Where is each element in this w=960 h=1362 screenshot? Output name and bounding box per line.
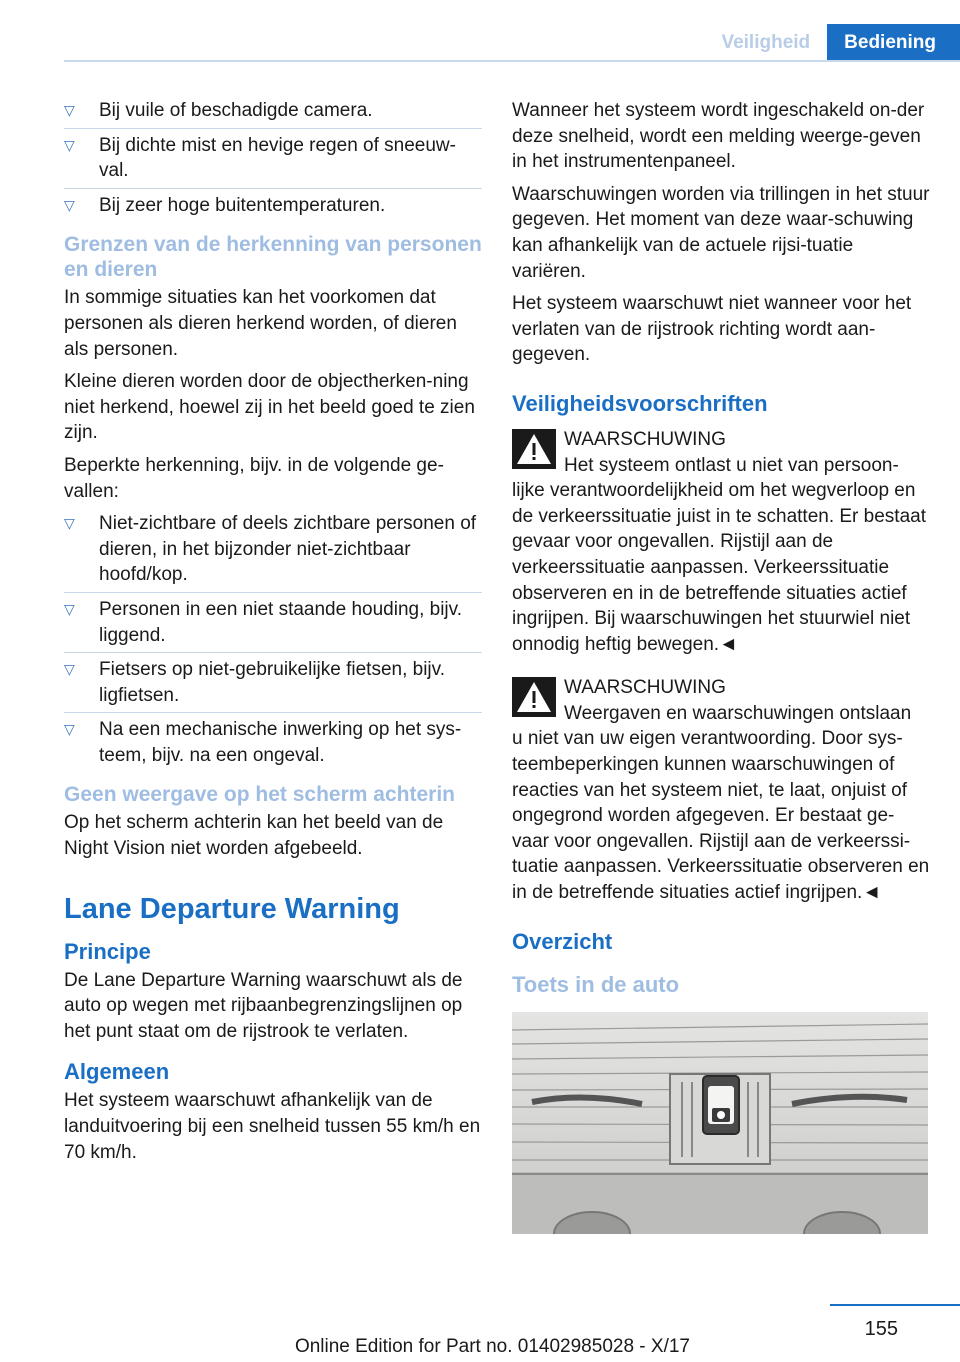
dashboard-illustration bbox=[512, 1012, 928, 1234]
warning-block-2 bbox=[512, 675, 930, 905]
warning-body: u niet van uw eigen verantwoording. Door sys‐teembeperkingen kunnen waarschuwingen of reacties van het systeem niet, te laat, onjuist of ongegrond worden afgegeven. Er bestaat ge‐vaar voor ongevallen. Rijstijl aan de verkeerssi‐tuatie aanpassen. Verkeerssituatie observeren en in de betreffende situaties actief ingrijpen.◄ bbox=[512, 728, 930, 904]
right-column bbox=[512, 98, 930, 1234]
list-item: ▽ Bij zeer hoge buitentemperaturen. bbox=[64, 193, 482, 219]
list-item: ▽ Bij vuile of beschadigde camera. bbox=[64, 98, 482, 124]
warning-title: WAARSCHUWING bbox=[564, 677, 726, 699]
warning-body: lijke verantwoordelijkheid om het wegverloop en de verkeerssituatie juist in te schatten. Er bestaat gevaar voor ongevallen. Rijstijl aan de verkeerssituatie aanpassen. Verkeerssituatie observeren en in de betreffende situaties actief ingrijpen. Bij waarschuwingen het stuurwiel niet onnodig heftig bewegen.◄ bbox=[512, 480, 926, 655]
general-text: Het systeem waarschuwt afhankelijk van de landuitvoering bij een snelheid tussen 55 km/h en 70 km/h. bbox=[64, 1090, 481, 1163]
warning-first-line: Het systeem ontlast u niet van persoon‐ bbox=[564, 454, 899, 476]
recognition-limits-heading: Grenzen van de herkenning van personen en dieren bbox=[64, 233, 482, 282]
rear-screen-para: Op het scherm achterin kan het beeld van de Night Vision niet worden afgebeeld. bbox=[64, 812, 444, 860]
camera-limits-list bbox=[64, 98, 482, 218]
list-item: ▽ Fietsers op niet-gebruikelijke fietsen, bijv. ligfietsen. bbox=[64, 657, 482, 708]
recognition-para-3: Beperkte herkenning, bijv. in de volgende ge‐vallen: bbox=[64, 454, 444, 502]
warning-block-1 bbox=[512, 427, 930, 657]
vibration-para: Waarschuwingen worden via trillingen in het stuur gegeven. Het moment van deze waar‐schuwing kan afhankelijk van de actuele rijsi‐tuatie variëren. bbox=[512, 183, 930, 282]
safety-heading: Veiligheidsvoorschriften bbox=[512, 390, 768, 416]
recognition-para-2: Kleine dieren worden door de objectherken‐ning niet herkend, hoewel zij in het beeld goed te zien zijn. bbox=[64, 371, 475, 444]
recognition-limits-list bbox=[64, 511, 482, 768]
footer-divider bbox=[830, 1304, 960, 1306]
warning-first-line: Weergaven en waarschuwingen ontslaan bbox=[564, 702, 912, 724]
page-number: 155 bbox=[864, 1318, 898, 1340]
turn-signal-para: Het systeem waarschuwt niet wanneer voor het verlaten van de rijstrook richting wordt aan‐gegeven. bbox=[512, 293, 912, 366]
header-divider bbox=[64, 60, 960, 62]
list-item: ▽ Na een mechanische inwerking op het sys‐teem, bijv. na een ongeval. bbox=[64, 717, 482, 768]
edition-note: Online Edition for Part no. 01402985028 - X/17 bbox=[294, 1336, 690, 1357]
left-column bbox=[64, 98, 482, 1172]
warning-triangle-icon bbox=[512, 677, 556, 717]
rear-screen-heading: Geen weergave op het scherm achterin bbox=[64, 783, 455, 807]
principle-heading: Principe bbox=[64, 938, 151, 964]
list-item: ▽ Personen in een niet staande houding, bijv. liggend. bbox=[64, 597, 482, 648]
dashboard-button-photo bbox=[512, 1012, 928, 1234]
tab-bediening[interactable]: Bediening bbox=[827, 24, 960, 61]
speed-message-para: Wanneer het systeem wordt ingeschakeld on‐der deze snelheid, wordt een melding weerge‐geven in het instrumentenpaneel. bbox=[512, 100, 925, 173]
overview-heading: Overzicht bbox=[512, 928, 613, 954]
list-item: ▽ Niet-zichtbare of deels zichtbare personen of dieren, in het bijzonder niet-zichtbaar hoofd/kop. bbox=[64, 511, 482, 588]
warning-title: WAARSCHUWING bbox=[564, 428, 726, 450]
button-in-car-heading: Toets in de auto bbox=[512, 971, 680, 997]
general-heading: Algemeen bbox=[64, 1059, 170, 1085]
principle-text: De Lane Departure Warning waarschuwt als de auto op wegen met rijbaanbegrenzingslijnen op het punt staat om de rijstrook te verlaten. bbox=[64, 969, 463, 1042]
warning-triangle-icon bbox=[512, 429, 556, 469]
tab-veiligheid[interactable]: Veiligheid bbox=[721, 31, 811, 53]
lane-departure-title: Lane Departure Warning bbox=[64, 892, 400, 925]
recognition-para-1: In sommige situaties kan het voorkomen dat personen als dieren herkend worden, of dieren als personen. bbox=[64, 287, 457, 360]
list-item: ▽ Bij dichte mist en hevige regen of sneeuw‐val. bbox=[64, 133, 482, 184]
chapter-tabs bbox=[704, 24, 960, 61]
